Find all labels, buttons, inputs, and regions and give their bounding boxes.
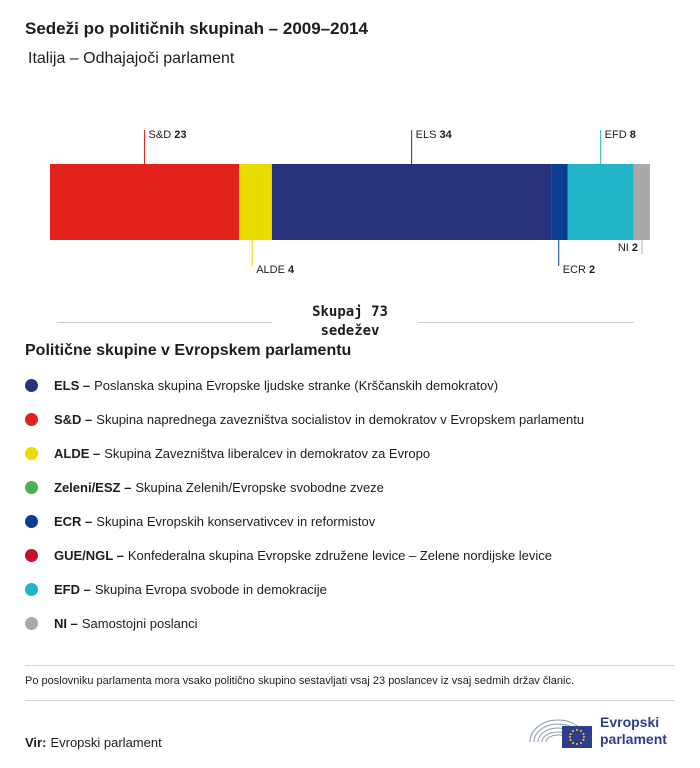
source-value: Evropski parlament — [50, 735, 162, 750]
legend-abbreviation: Zeleni/ESZ – — [54, 479, 132, 495]
legend-color-dot-icon — [25, 447, 38, 460]
logo-line-1: Evropski — [600, 714, 660, 730]
legend-item — [25, 368, 584, 402]
bar-segment-efd — [568, 164, 634, 240]
legend — [25, 368, 584, 640]
data-label-ecr: ECR 2 — [562, 264, 596, 276]
legend-description: Skupina Evropskih konservativcev in reformistov — [96, 513, 376, 529]
data-label-ni: NI 2 — [617, 242, 638, 254]
legend-abbreviation: ELS – — [54, 377, 91, 393]
legend-color-dot-icon — [25, 379, 38, 392]
legend-color-dot-icon — [25, 413, 38, 426]
european-parliament-hemicycle-and-eu-flag-icon — [528, 710, 594, 752]
total-seats-label: Skupaj 73 sedežev — [312, 304, 388, 339]
legend-abbreviation: NI – — [54, 615, 78, 631]
legend-description: Skupina Zavezništva liberalcev in demokratov za Evropo — [104, 445, 431, 461]
legend-abbreviation: ALDE – — [54, 445, 101, 461]
bar-segment-ecr — [551, 164, 567, 240]
divider-top — [25, 665, 675, 666]
legend-description: Poslanska skupina Evropske ljudske stranke (Krščanskih demokratov) — [94, 377, 499, 393]
bar-segment-ni — [634, 164, 650, 240]
chart-subtitle: Italija – Odhajajoči parlament — [28, 50, 235, 67]
legend-description: Samostojni poslanci — [81, 615, 198, 631]
legend-item — [25, 436, 584, 470]
legend-item — [25, 504, 584, 538]
legend-item — [25, 606, 584, 640]
legend-color-dot-icon — [25, 515, 38, 528]
european-parliament-logo — [528, 710, 678, 752]
legend-color-dot-icon — [25, 481, 38, 494]
footnote: Po poslovniku parlamenta mora vsako politično skupino sestavljati vsaj 23 poslancev iz vsaj sedmih držav članic. — [25, 675, 575, 687]
chart-title: Sedeži po političnih skupinah – 2009–2014 — [25, 19, 368, 38]
legend-abbreviation: ECR – — [54, 513, 93, 529]
legend-item — [25, 402, 584, 436]
divider-bottom — [25, 700, 675, 701]
legend-abbreviation: S&D – — [54, 411, 93, 427]
legend-color-dot-icon — [25, 583, 38, 596]
bar-segment-s-d — [50, 164, 239, 240]
legend-color-dot-icon — [25, 549, 38, 562]
legend-color-dot-icon — [25, 617, 38, 630]
source — [25, 735, 162, 750]
data-label-alde: ALDE 4 — [256, 264, 295, 276]
legend-description: Skupina Evropa svobode in demokracije — [94, 581, 327, 597]
logo-line-2: parlament — [600, 731, 667, 747]
data-label-els: ELS 34 — [415, 129, 452, 141]
legend-abbreviation: EFD – — [54, 581, 91, 597]
legend-abbreviation: GUE/NGL – — [54, 547, 124, 563]
logo-text — [600, 714, 667, 748]
data-label-efd: EFD 8 — [604, 129, 636, 141]
legend-description: Skupina Zelenih/Evropske svobodne zveze — [135, 479, 384, 495]
total-divider-left — [57, 322, 272, 323]
source-label: Vir: — [25, 735, 47, 750]
data-label-s-d: S&D 23 — [148, 129, 187, 141]
legend-item — [25, 572, 584, 606]
legend-item — [25, 538, 584, 572]
legend-description: Skupina naprednega zavezništva socialistov in demokratov v Evropskem parlamentu — [96, 411, 585, 427]
legend-title: Politične skupine v Evropskem parlamentu — [25, 342, 352, 359]
total-divider-right — [418, 322, 634, 323]
bar-segment-alde — [239, 164, 272, 240]
seat-distribution-chart — [0, 120, 700, 280]
legend-item — [25, 470, 584, 504]
bar-segment-els — [272, 164, 551, 240]
legend-description: Konfederalna skupina Evropske združene levice – Zelene nordijske levice — [127, 547, 553, 563]
